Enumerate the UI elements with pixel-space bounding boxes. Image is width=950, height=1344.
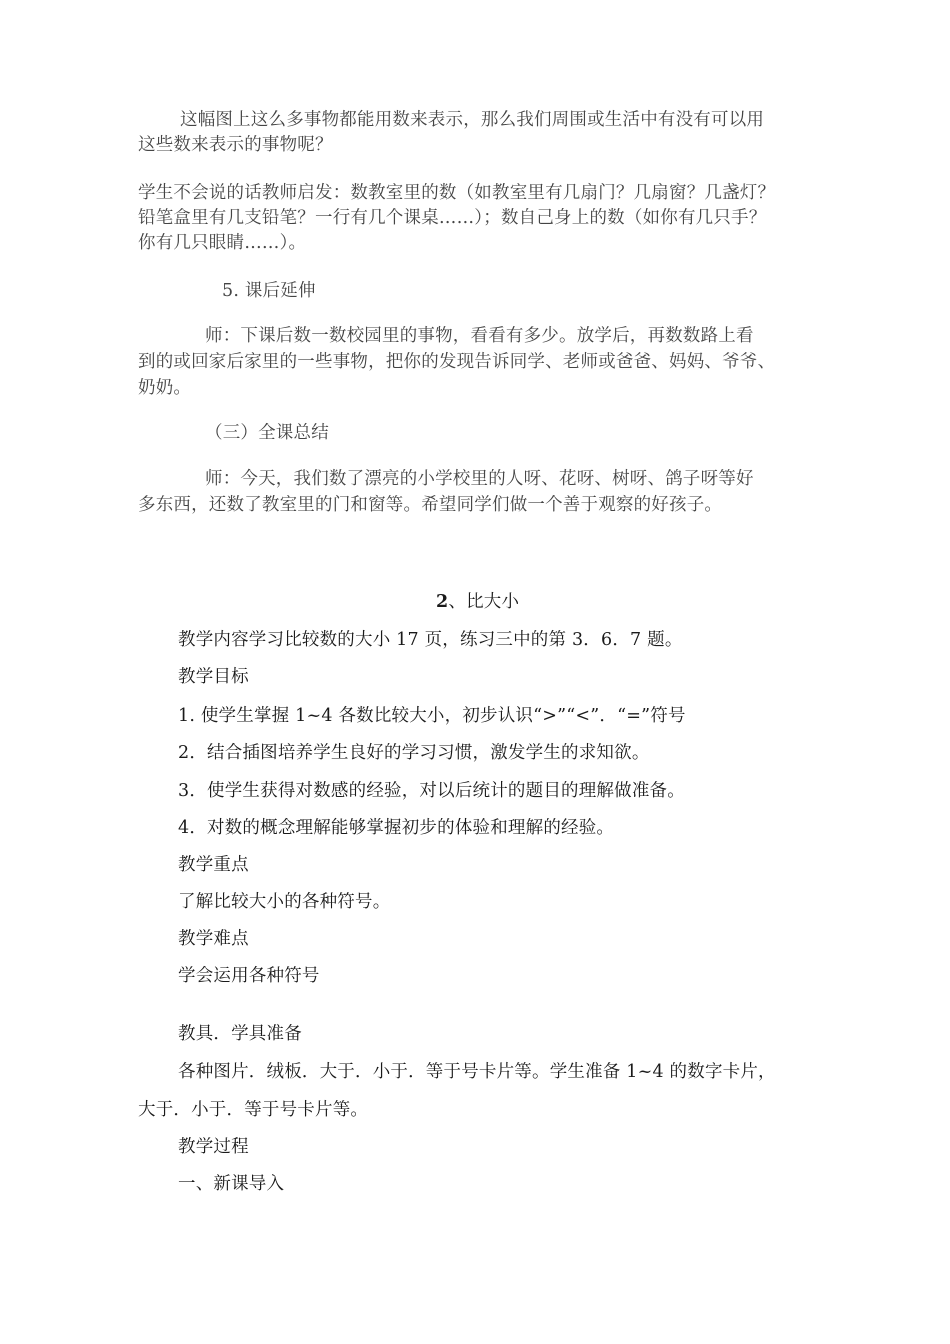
key-heading: 教学重点 bbox=[178, 855, 249, 875]
lesson-title-text: 、比大小 bbox=[448, 592, 520, 612]
goal-item: 4．对数的概念理解能够掌握初步的体验和理解的经验。 bbox=[178, 818, 615, 838]
lesson-title bbox=[436, 590, 519, 614]
paragraph-line: 这幅图上这么多事物都能用数来表示，那么我们周围或生活中有没有可以用 bbox=[180, 110, 765, 130]
paragraph-line: 多东西，还数了教室里的门和窗等。希望同学们做一个善于观察的好孩子。 bbox=[138, 495, 723, 515]
intro-heading: 一、新课导入 bbox=[178, 1174, 285, 1194]
section-heading: 5. 课后延伸 bbox=[222, 281, 316, 301]
difficulty-heading: 教学难点 bbox=[178, 929, 249, 949]
goals-heading: 教学目标 bbox=[178, 667, 249, 687]
paragraph-line: 师：今天，我们数了漂亮的小学校里的人呀、花呀、树呀、鸽子呀等好 bbox=[205, 469, 754, 489]
paragraph-line: 这些数来表示的事物呢？ bbox=[138, 135, 333, 155]
process-heading: 教学过程 bbox=[178, 1137, 249, 1157]
paragraph-line: 到的或回家后家里的一些事物，把你的发现告诉同学、老师或爸爸、妈妈、爷爷、 bbox=[138, 352, 776, 372]
paragraph-line: 铅笔盒里有几支铅笔？一行有几个课桌……）；数自己身上的数（如你有几只手？ bbox=[138, 208, 767, 228]
key-text: 了解比较大小的各种符号。 bbox=[178, 892, 391, 912]
tools-line: 大于．小于．等于号卡片等。 bbox=[138, 1100, 369, 1120]
paragraph-line: 学生不会说的话教师启发：数教室里的数（如教室里有几扇门？几扇窗？几盏灯？ bbox=[138, 183, 776, 203]
goal-item: 1. 使学生掌握 1~4 各数比较大小，初步认识“>”“<”．“=”符号 bbox=[178, 706, 686, 726]
paragraph-line: 师：下课后数一数校园里的事物，看看有多少。放学后，再数数路上看 bbox=[205, 326, 754, 346]
goal-item: 2．结合插图培养学生良好的学习习惯，激发学生的求知欲。 bbox=[178, 743, 650, 763]
difficulty-text: 学会运用各种符号 bbox=[178, 966, 320, 986]
tools-line: 各种图片．绒板．大于．小于．等于号卡片等。学生准备 1~4 的数字卡片， bbox=[178, 1062, 776, 1082]
section-heading: （三）全课总结 bbox=[205, 423, 329, 443]
paragraph-line: 奶奶。 bbox=[138, 378, 192, 398]
lesson-title-number: 2 bbox=[436, 592, 449, 612]
tools-heading: 教具．学具准备 bbox=[178, 1024, 302, 1044]
paragraph-line: 你有几只眼睛……）。 bbox=[138, 233, 307, 253]
goal-item: 3．使学生获得对数感的经验，对以后统计的题目的理解做准备。 bbox=[178, 781, 685, 801]
content-line: 教学内容学习比较数的大小 17 页，练习三中的第 3．6．7 题。 bbox=[178, 630, 683, 650]
